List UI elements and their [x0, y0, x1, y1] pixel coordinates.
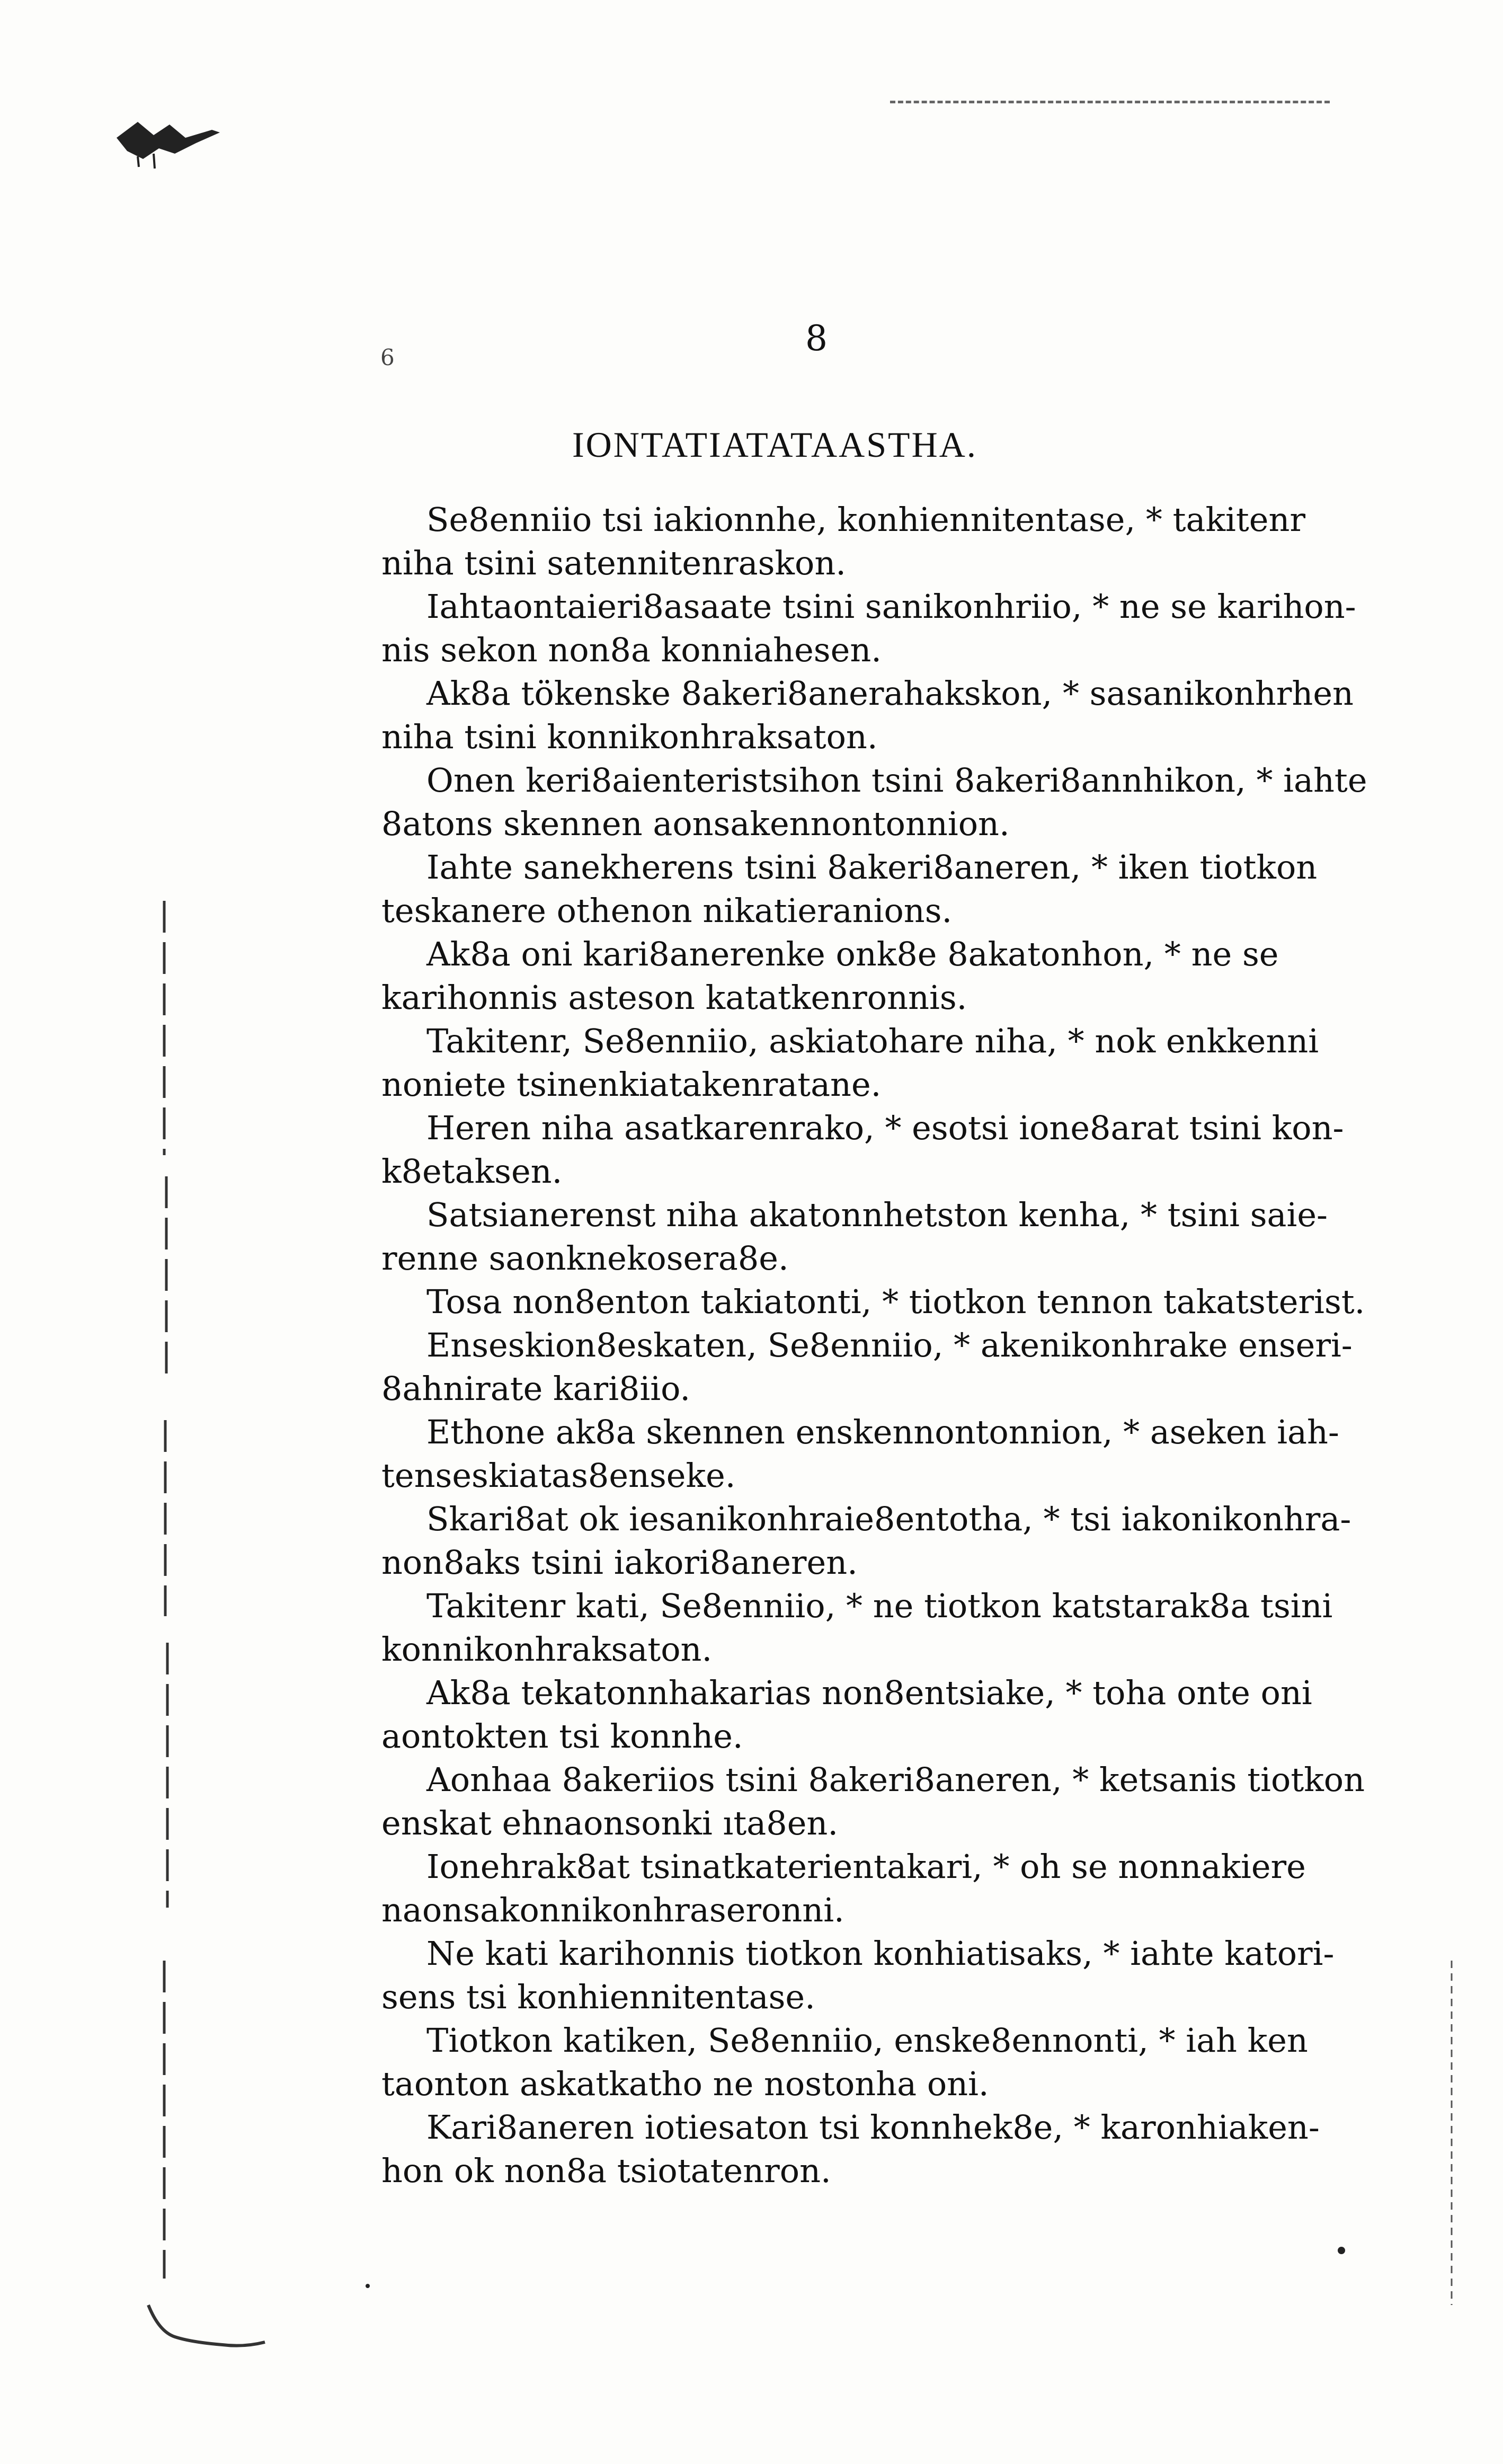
ink-dot: [366, 2284, 370, 2288]
poem-line: naonsakonnikonhraseronni.: [381, 1891, 844, 1929]
poem-line: hon ok non8a tsiotatenron.: [381, 2151, 831, 2190]
poem-line: niha tsini satennitenraskon.: [381, 544, 846, 582]
stanza: [381, 1411, 1388, 1497]
poem-line: konnikonhraksaton.: [381, 1630, 713, 1669]
stanza: [381, 933, 1388, 1020]
stanza: [381, 1584, 1388, 1671]
stanza: [381, 1280, 1388, 1324]
stanza: [381, 1020, 1388, 1106]
poem-line: 8ahnirate kari8iio.: [381, 1369, 691, 1408]
poem-line: Tiotkon katiken, Se8enniio, enske8ennonti, * iah ken: [426, 2021, 1308, 2060]
poem-line: Skari8at ok iesanikonhraie8entotha, * tsi iakonikonhra-: [426, 1500, 1351, 1538]
stanza: [381, 1497, 1388, 1584]
poem-line: 8atons skennen aonsakennontonnion.: [381, 804, 1010, 843]
right-edge-mark: [1441, 1961, 1462, 2305]
poem-line: Onen keri8aienteristsihon tsini 8akeri8annhikon, * iahte: [426, 761, 1367, 800]
stanza: [381, 1324, 1388, 1411]
poem-line: noniete tsinenkiatakenratane.: [381, 1065, 882, 1104]
poem-line: Enseskion8eskaten, Se8enniio, * akenikonhrake enseri-: [426, 1326, 1353, 1364]
stanza: [381, 2019, 1388, 2106]
stanza: [381, 1932, 1388, 2019]
stanza: [381, 1845, 1388, 1932]
poem-body: [381, 498, 1388, 2193]
poem-line: tenseskiatas8enseke.: [381, 1456, 736, 1495]
poem-line: non8aks tsini iakori8aneren.: [381, 1543, 858, 1582]
corner-mark: 6: [380, 344, 395, 370]
poem-line: Iahtaontaieri8asaate tsini sanikonhriio, * ne se karihon-: [426, 587, 1356, 626]
poem-line: Heren niha asatkarenrako, * esotsi ione8arat tsini kon-: [426, 1109, 1344, 1147]
poem-line: Tosa non8enton takiatonti, * tiotkon tennon takatsterist.: [426, 1282, 1365, 1321]
poem-line: Kari8aneren iotiesaton tsi konnhek8e, * karonhiaken-: [426, 2108, 1320, 2147]
poem-line: Takitenr, Se8enniio, askiatohare niha, * nok enkkenni: [426, 1022, 1319, 1060]
poem-line: renne saonknekosera8e.: [381, 1239, 789, 1278]
poem-line: Ionehrak8at tsinatkaterientakari, * oh se nonnakiere: [426, 1847, 1306, 1886]
poem-line: Aonhaa 8akeriios tsini 8akeri8aneren, * ketsanis tiotkon: [426, 1760, 1365, 1799]
scan-artifact-dashes: [890, 101, 1330, 103]
binding-edge-mark: [159, 901, 175, 2332]
stanza: [381, 1193, 1388, 1280]
page-title: IONTATIATATAASTHA.: [572, 424, 977, 465]
poem-line: Ak8a tökenske 8akeri8anerahakskon, * sasanikonhrhen: [426, 674, 1354, 713]
poem-line: niha tsini konnikonhraksaton.: [381, 717, 878, 756]
poem-line: enskat ehnaonsonki ıta8en.: [381, 1804, 839, 1842]
poem-line: Ne kati karihonnis tiotkon konhiatisaks, * iahte katori-: [426, 1934, 1335, 1973]
ink-blot-mark: [106, 106, 228, 170]
stanza: [381, 1671, 1388, 1758]
ink-dot: [1338, 2247, 1345, 2254]
poem-line: aontokten tsi konnhe.: [381, 1717, 743, 1756]
poem-line: teskanere othenon nikatieranions.: [381, 891, 953, 930]
poem-line: Se8enniio tsi iakionnhe, konhiennitentase, * takitenr: [426, 500, 1306, 539]
poem-line: Takitenr kati, Se8enniio, * ne tiotkon katstarak8a tsini: [426, 1586, 1333, 1625]
scan-smudge-mark: [138, 2294, 275, 2358]
poem-line: karihonnis asteson katatkenronnis.: [381, 978, 967, 1017]
stanza: [381, 1758, 1388, 1845]
poem-line: Iahte sanekherens tsini 8akeri8aneren, * iken tiotkon: [426, 848, 1318, 887]
stanza: [381, 2106, 1388, 2193]
stanza: [381, 1106, 1388, 1193]
poem-line: Ak8a tekatonnhakarias non8entsiake, * toha onte oni: [426, 1673, 1312, 1712]
poem-line: taonton askatkatho ne nostonha oni.: [381, 2064, 989, 2103]
stanza: [381, 846, 1388, 933]
page-number: 8: [805, 318, 828, 359]
stanza: [381, 498, 1388, 585]
poem-line: sens tsi konhiennitentase.: [381, 1978, 815, 2016]
poem-line: k8etaksen.: [381, 1152, 563, 1191]
poem-line: nis sekon non8a konniahesen.: [381, 631, 882, 669]
poem-line: Ethone ak8a skennen enskennontonnion, * aseken iah-: [426, 1413, 1339, 1451]
stanza: [381, 672, 1388, 759]
stanza: [381, 759, 1388, 846]
stanza: [381, 585, 1388, 672]
poem-line: Ak8a oni kari8anerenke onk8e 8akatonhon, * ne se: [426, 935, 1279, 973]
poem-line: Satsianerenst niha akatonnhetston kenha, * tsini saie-: [426, 1195, 1328, 1234]
